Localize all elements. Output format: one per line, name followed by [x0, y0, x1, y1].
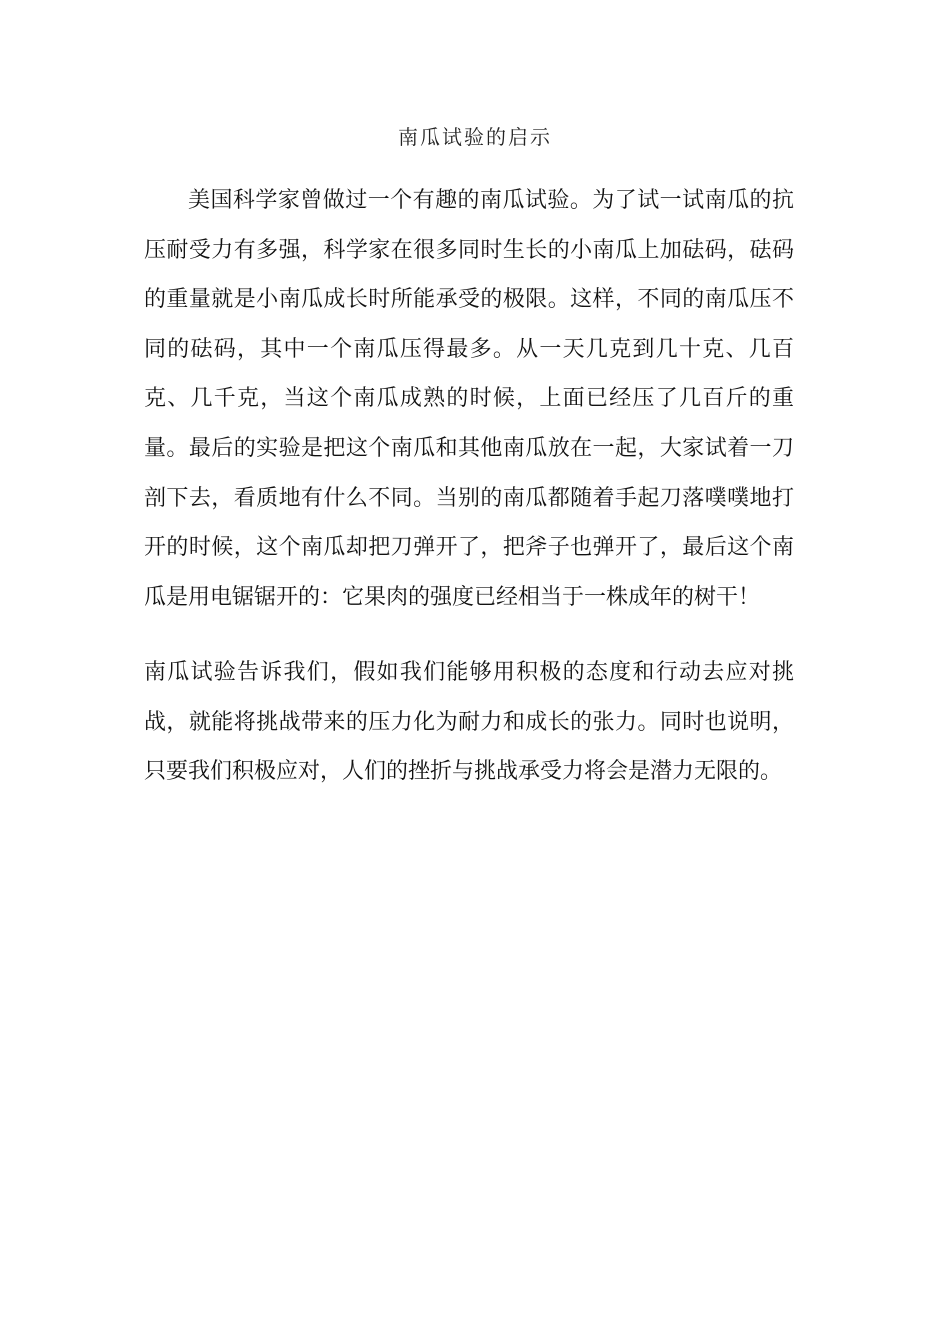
body-paragraph-1: 美国科学家曾做过一个有趣的南瓜试验。为了试一试南瓜的抗压耐受力有多强，科学家在很多同时生长的小南瓜上加砝码，砝码的重量就是小南瓜成长时所能承受的极限。这样，不同的南瓜压不同的砝码，其中一个南瓜压得最多。从一天几克到几十克、几百克、几千克，当这个南瓜成熟的时候，上面已经压了几百斤的重量。最后的实验是把这个南瓜和其他南瓜放在一起，大家试着一刀剖下去，看质地有什么不同。当别的南瓜都随着手起刀落噗噗地打开的时候，这个南瓜却把刀弹开了，把斧子也弹开了，最后这个南瓜是用电锯锯开的：它果肉的强度已经相当于一株成年的树干！	[144, 188, 794, 610]
document-title: 南瓜试验的启示	[398, 125, 552, 149]
body-paragraph-2: 南瓜试验告诉我们，假如我们能够用积极的态度和行动去应对挑战，就能将挑战带来的压力化为耐力和成长的张力。同时也说明，只要我们积极应对，人们的挫折与挑战承受力将会是潜力无限的。	[144, 660, 794, 785]
